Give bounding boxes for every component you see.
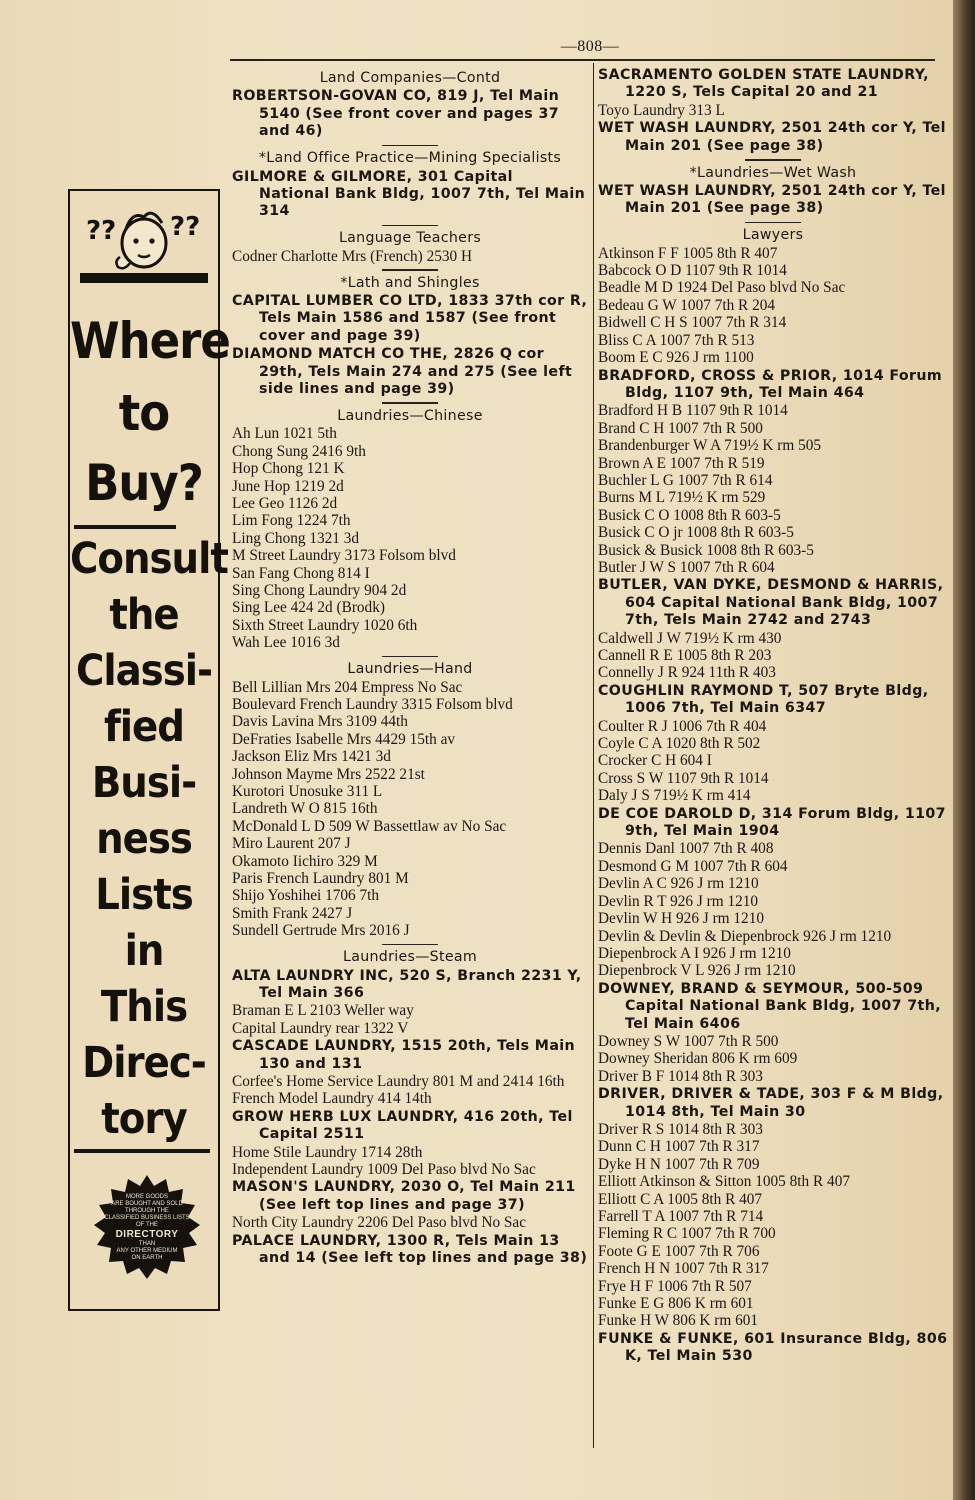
section-separator xyxy=(382,145,438,147)
thinking-man-icon xyxy=(80,201,208,286)
section-separator xyxy=(382,656,438,658)
ad-word: fied xyxy=(103,702,184,752)
listing-entry: French H N 1007 7th R 317 xyxy=(598,1260,769,1278)
listing-entry: Caldwell J W 719½ K rm 430 xyxy=(598,629,782,647)
listing-entry: Farrell T A 1007 7th R 714 xyxy=(598,1208,764,1225)
section-heading: *Land Office Practice—Mining Specialists xyxy=(258,150,562,167)
listing-entry: Paris French Laundry 801 M xyxy=(232,869,409,887)
listing-entry: Lim Fong 1224 7th xyxy=(232,512,351,530)
listing-entry-featured: DE COE DAROLD D, 314 Forum Bldg, 1107 9th, Tel Main 1904 xyxy=(598,805,946,840)
listing-entry: Diepenbrock A I 926 J rm 1210 xyxy=(598,944,791,962)
listing-entry: Downey S W 1007 7th R 500 xyxy=(598,1032,779,1050)
listing-entry-featured: BRADFORD, CROSS & PRIOR, 1014 Forum Bldg, 1107 9th, Tel Main 464 xyxy=(598,367,943,401)
listing-entry: Okamoto Iichiro 329 M xyxy=(232,852,378,870)
listing-entry: Bell Lillian Mrs 204 Empress No Sac xyxy=(232,678,463,696)
listing-entry: Boom E C 926 J rm 1100 xyxy=(598,349,754,367)
section-heading: *Lath and Shingles xyxy=(340,274,480,291)
listing-entry: Coulter R J 1006 7th R 404 xyxy=(598,717,767,735)
svg-text:??: ?? xyxy=(170,212,201,242)
listing-entry: Lee Geo 1126 2d xyxy=(232,494,338,512)
section-heading: Land Companies—Contd xyxy=(319,70,501,86)
listing-entry: Bradford H B 1107 9th R 1014 xyxy=(598,402,788,420)
listing-entry: June Hop 1219 2d xyxy=(232,477,344,495)
listing-entry: Funke H W 806 K rm 601 xyxy=(598,1312,759,1330)
section-heading: *Laundries—Wet Wash xyxy=(689,164,857,181)
listing-entry: M Street Laundry 3173 Folsom blvd xyxy=(232,547,456,565)
svg-text:??: ?? xyxy=(86,216,117,246)
listing-entry-featured: WET WASH LAUNDRY, 2501 24th cor Y, Tel Main 201 (See page 38) xyxy=(598,120,946,154)
listing-entry: Devlin W H 926 J rm 1210 xyxy=(598,910,764,928)
section-separator xyxy=(382,225,438,227)
listing-entry: Brown A E 1007 7th R 519 xyxy=(598,454,765,472)
listing-entry: Davis Lavina Mrs 3109 44th xyxy=(232,713,408,731)
listing-entry: Home Stile Laundry 1714 28th xyxy=(232,1143,423,1161)
listing-entry: Ah Lun 1021 5th xyxy=(232,425,337,443)
listing-entry-featured: GROW HERB LUX LAUNDRY, 416 20th, Tel Capital 2511 xyxy=(232,1108,573,1143)
book-spine xyxy=(953,0,975,1500)
listing-entry: Codner Charlotte Mrs (French) 2530 H xyxy=(232,247,473,265)
ad-word: Classi- xyxy=(75,646,213,696)
listing-entry: Sing Chong Laundry 904 2d xyxy=(232,581,407,599)
ad-word: ness xyxy=(96,814,192,864)
listing-entry: Dyke H N 1007 7th R 709 xyxy=(598,1155,760,1173)
listing-entry: Beadle M D 1924 Del Paso blvd No Sac xyxy=(598,279,846,297)
listing-entry: Cross S W 1107 9th R 1014 xyxy=(598,769,769,787)
listing-entry-featured: DIAMOND MATCH CO THE, 2826 Q cor 29th, Tels Main 274 and 275 (See left side lines and page 39) xyxy=(232,346,573,397)
listing-entry: Busick & Busick 1008 8th R 603-5 xyxy=(598,541,814,559)
listing-entry: Jackson Eliz Mrs 1421 3d xyxy=(232,748,391,766)
listing-entry: Smith Frank 2427 J xyxy=(232,904,353,922)
listing-entry: Devlin & Devlin & Diepenbrock 926 J rm 1210 xyxy=(598,927,892,945)
listing-entry: Busick C O jr 1008 8th R 603-5 xyxy=(598,524,794,542)
listing-entry: Buchler L G 1007 7th R 614 xyxy=(598,471,773,489)
ad-word: Lists xyxy=(95,870,193,920)
section-separator xyxy=(745,222,801,224)
listing-entry: McDonald L D 509 W Bassettlaw av No Sac xyxy=(232,817,507,835)
listing-entry: Wah Lee 1016 3d xyxy=(232,634,340,652)
listing-entry: Babcock O D 1107 9th R 1014 xyxy=(598,262,787,280)
section-heading: Language Teachers xyxy=(338,230,482,247)
header-rule xyxy=(230,59,935,61)
listing-entry: Dunn C H 1007 7th R 317 xyxy=(598,1138,760,1156)
ad-word: Where xyxy=(70,312,230,370)
listing-entry: Elliott Atkinson & Sitton 1005 8th R 407 xyxy=(598,1173,851,1191)
ad-word: This xyxy=(100,982,188,1032)
listing-entry-featured: COUGHLIN RAYMOND T, 507 Bryte Bldg, 1006 7th, Tel Main 6347 xyxy=(598,682,929,717)
listing-entry: Ling Chong 1321 3d xyxy=(232,529,360,547)
listing-entry-featured: ROBERTSON-GOVAN CO, 819 J, Tel Main 5140 (See front cover and pages 37 and 46) xyxy=(232,88,560,140)
listing-entry: Butler J W S 1007 7th R 604 xyxy=(598,558,775,576)
page-number: —808— xyxy=(560,38,620,55)
seal-title: DIRECTORY xyxy=(115,1229,179,1240)
listing-entry: Downey Sheridan 806 K rm 609 xyxy=(598,1050,798,1068)
ad-word: Buy? xyxy=(85,454,203,512)
section-separator xyxy=(382,402,438,404)
ad-word: tory xyxy=(101,1094,187,1144)
column-divider xyxy=(593,63,594,1448)
listing-entry: Atkinson F F 1005 8th R 407 xyxy=(598,244,778,262)
listing-entry: Foote G E 1007 7th R 706 xyxy=(598,1242,760,1260)
listing-entry: Miro Laurent 207 J xyxy=(232,835,351,853)
listing-entry: Bliss C A 1007 7th R 513 xyxy=(598,331,755,349)
listing-entry-featured: PALACE LAUNDRY, 1300 R, Tels Main 13 and 14 (See left top lines and page 38) xyxy=(232,1232,588,1266)
ad-word: Busi- xyxy=(91,758,197,808)
listing-entry: Capital Laundry rear 1322 V xyxy=(232,1019,409,1037)
listing-entry: Connelly J R 924 11th R 403 xyxy=(598,664,776,682)
listing-entry: Sing Lee 424 2d (Brodk) xyxy=(232,599,385,617)
listing-entry: Chong Sung 2416 9th xyxy=(232,442,366,460)
section-separator xyxy=(382,944,438,946)
listing-entry-featured: BUTLER, VAN DYKE, DESMOND & HARRIS, 604 Capital National Bank Bldg, 1007 7th, Tels Main 2742 and 2743 xyxy=(598,577,944,629)
left-column xyxy=(232,66,588,1267)
listing-entry: Braman E L 2103 Weller way xyxy=(232,1002,414,1020)
listing-entry: Crocker C H 604 I xyxy=(598,752,712,770)
listing-entry: Fleming R C 1007 7th R 700 xyxy=(598,1225,776,1243)
listing-entry: Desmond G M 1007 7th R 604 xyxy=(598,857,788,875)
listing-entry-featured: FUNKE & FUNKE, 601 Insurance Bldg, 806 K, Tel Main 530 xyxy=(598,1330,948,1365)
listing-entry: Landreth W O 815 16th xyxy=(232,800,378,818)
listing-entry-featured: SACRAMENTO GOLDEN STATE LAUNDRY, 1220 S, Tels Capital 20 and 21 xyxy=(598,67,929,101)
ad-word: Direc- xyxy=(82,1038,206,1088)
section-heading: Laundries—Steam xyxy=(343,949,477,966)
listing-entry-featured: GILMORE & GILMORE, 301 Capital National Bank Bldg, 1007 7th, Tel Main 314 xyxy=(232,168,586,220)
listing-entry: Devlin A C 926 J rm 1210 xyxy=(598,875,759,893)
ad-word: the xyxy=(109,590,179,640)
listing-entry: Driver B F 1014 8th R 303 xyxy=(598,1067,763,1085)
listing-entry: Boulevard French Laundry 3315 Folsom blvd xyxy=(232,695,513,713)
seal-line: MORE GOODS xyxy=(125,1194,168,1200)
ad-word: in xyxy=(124,926,164,976)
section-heading: Laundries—Chinese xyxy=(337,407,483,424)
ad-divider xyxy=(74,525,176,529)
listing-entry: Funke E G 806 K rm 601 xyxy=(598,1295,754,1313)
listing-entry-featured: ALTA LAUNDRY INC, 520 S, Branch 2231 Y, Tel Main 366 xyxy=(232,967,582,1001)
seal-line: ARE BOUGHT AND SOLD xyxy=(111,1201,183,1207)
section-separator xyxy=(745,159,801,161)
listing-entry: Bedeau G W 1007 7th R 204 xyxy=(598,296,776,314)
listing-entry: DeFraties Isabelle Mrs 4429 15th av xyxy=(232,730,456,748)
seal-line: THROUGH THE xyxy=(125,1208,169,1214)
seal-line: CLASSIFIED BUSINESS LISTS xyxy=(104,1215,190,1221)
listing-entry: Brand C H 1007 7th R 500 xyxy=(598,419,763,437)
seal-line: ANY OTHER MEDIUM xyxy=(116,1248,178,1254)
listing-entry: Coyle C A 1020 8th R 502 xyxy=(598,735,761,753)
listing-entry: Cannell R E 1005 8th R 203 xyxy=(598,647,772,664)
listing-entry: Diepenbrock V L 926 J rm 1210 xyxy=(598,962,796,980)
listing-entry: Shijo Yoshihei 1706 7th xyxy=(232,887,380,905)
section-heading: Laundries—Hand xyxy=(347,661,473,678)
ad-divider xyxy=(74,1149,210,1153)
listing-entry: Sundell Gertrude Mrs 2016 J xyxy=(232,922,410,940)
listing-entry: Burns M L 719½ K rm 529 xyxy=(598,489,766,507)
ad-word: to xyxy=(118,384,170,442)
listing-entry: Frye H F 1006 7th R 507 xyxy=(598,1277,752,1295)
listing-entry: French Model Laundry 414 14th xyxy=(232,1090,432,1108)
listing-entry-featured: DRIVER, DRIVER & TADE, 303 F & M Bldg, 1014 8th, Tel Main 30 xyxy=(598,1086,944,1120)
listing-entry: Johnson Mayme Mrs 2522 21st xyxy=(232,765,425,783)
listing-entry: Bidwell C H S 1007 7th R 314 xyxy=(598,314,787,332)
listing-entry: Elliott C A 1005 8th R 407 xyxy=(598,1190,763,1208)
listing-entry: Toyo Laundry 313 L xyxy=(598,101,725,119)
listing-entry-featured: DOWNEY, BRAND & SEYMOUR, 500-509 Capital National Bank Bldg, 1007 7th, Tel Main 6406 xyxy=(598,980,942,1032)
listing-entry: Busick C O 1008 8th R 603-5 xyxy=(598,506,781,524)
listing-entry-featured: CAPITAL LUMBER CO LTD, 1833 37th cor R, Tels Main 1586 and 1587 (See front cover and page 39) xyxy=(232,292,588,344)
listing-entry: Kurotori Unosuke 311 L xyxy=(232,782,383,800)
listing-entry: Driver R S 1014 8th R 303 xyxy=(598,1120,763,1138)
listing-entry: Hop Chong 121 K xyxy=(232,460,345,478)
where-to-buy-advertisement xyxy=(68,189,230,1311)
listing-entry-featured: CASCADE LAUNDRY, 1515 20th, Tels Main 130 and 131 xyxy=(232,1038,576,1072)
listing-entry-featured: MASON'S LAUNDRY, 2030 O, Tel Main 211 (See left top lines and page 37) xyxy=(232,1179,576,1213)
listing-entry: Devlin R T 926 J rm 1210 xyxy=(598,892,759,910)
section-heading: Lawyers xyxy=(742,227,804,244)
listing-entry: Brandenburger W A 719½ K rm 505 xyxy=(598,437,822,455)
directory-seal-icon xyxy=(92,1173,202,1283)
right-column xyxy=(598,66,948,1366)
listing-entry: Dennis Danl 1007 7th R 408 xyxy=(598,840,774,858)
listing-entry: North City Laundry 2206 Del Paso blvd No Sac xyxy=(232,1214,527,1232)
ad-word: Consult xyxy=(70,534,228,584)
section-separator xyxy=(382,269,438,271)
seal-line: ON EARTH xyxy=(131,1255,163,1261)
seal-line: THAN xyxy=(138,1241,156,1247)
listing-entry: Daly J S 719½ K rm 414 xyxy=(598,787,751,805)
listing-entry: Sixth Street Laundry 1020 6th xyxy=(232,616,418,634)
listing-entry-featured: WET WASH LAUNDRY, 2501 24th cor Y, Tel Main 201 (See page 38) xyxy=(598,182,946,217)
listing-entry: Corfee's Home Service Laundry 801 M and 2414 16th xyxy=(232,1072,565,1090)
listing-entry: Independent Laundry 1009 Del Paso blvd No Sac xyxy=(232,1160,536,1178)
listing-entry: San Fang Chong 814 I xyxy=(232,564,370,582)
seal-line: OF THE xyxy=(136,1222,158,1228)
